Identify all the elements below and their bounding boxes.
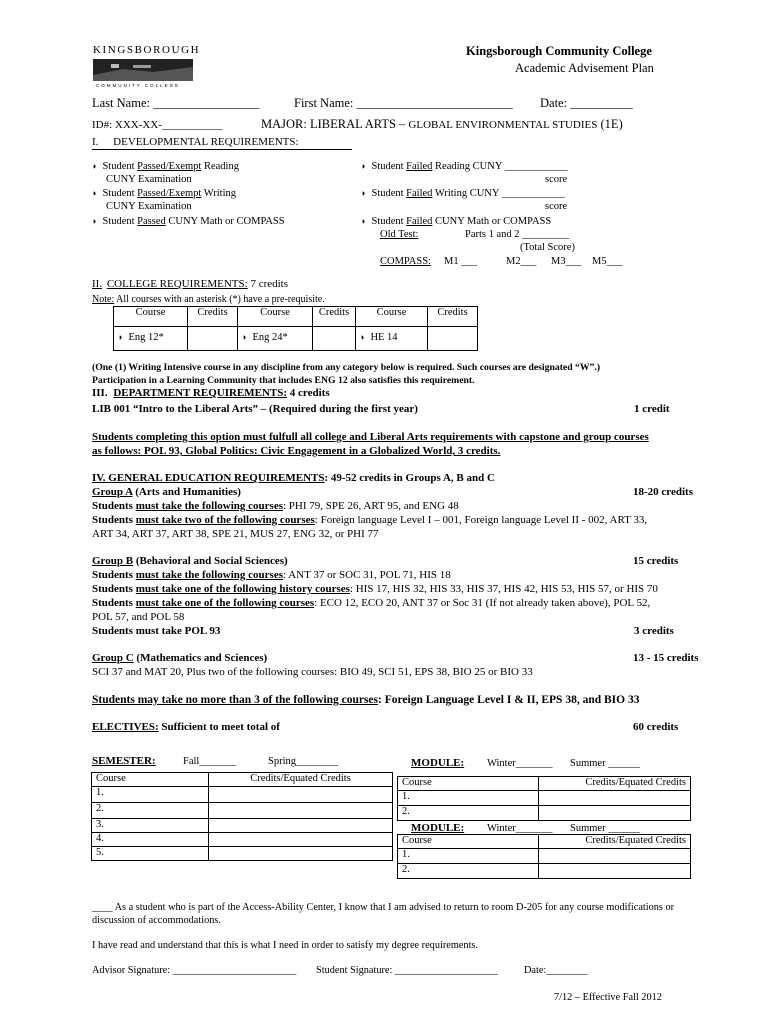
section-title: COLLEGE REQUIREMENTS: (106, 278, 248, 290)
group-a-heading: Group A (Arts and Humanities) (92, 486, 241, 498)
id-label: ID#: XXX-XX- (92, 119, 162, 131)
table-row[interactable]: 3. (92, 819, 209, 833)
module-winter-field[interactable]: Winter_______ (487, 823, 553, 834)
college-name: Kingsborough Community College (466, 44, 652, 58)
col-header-course: Course (356, 307, 428, 327)
effective-date: 7/12 – Effective Fall 2012 (554, 992, 662, 1003)
credits-cell[interactable] (539, 864, 691, 879)
section-college-heading (92, 278, 288, 291)
plan-title: Academic Advisement Plan (515, 61, 654, 75)
signature-date-field[interactable]: Date:________ (524, 965, 588, 976)
writing-intensive-note: (One (1) Writing Intensive course in any discipline from any category below is required. Such courses are designated “W”.) (92, 362, 601, 373)
major-concentration: GLOBAL ENVIRONMENTAL STUDIES (408, 119, 598, 131)
credits-cell[interactable] (209, 803, 393, 819)
credits-cell[interactable] (313, 327, 356, 351)
bullet-icon: ◗ (92, 161, 98, 171)
module-summer-field[interactable]: Summer ______ (570, 823, 640, 834)
compass-m1[interactable]: M1 ___ (444, 256, 477, 267)
module-table (397, 834, 691, 879)
id-blank[interactable]: ___________ (161, 119, 223, 131)
course-cell: ◗ Eng 12* (114, 327, 188, 351)
dev-left-item: ◗ Student Passed/Exempt Reading (92, 161, 239, 172)
college-req-table (113, 306, 478, 351)
colon: : (295, 136, 299, 148)
section-credits: 7 credits (247, 278, 289, 290)
col-header-credits: Credits (428, 307, 478, 327)
section-department-heading: III. DEPARTMENT REQUIREMENTS: 4 credits (92, 387, 330, 399)
logo-image (93, 59, 193, 81)
total-score-label: (Total Score) (520, 242, 575, 253)
compass-label: COMPASS: (380, 256, 431, 267)
col-header-credits: Credits (313, 307, 356, 327)
acknowledgement-statement: I have read and understand that this is what I need in order to satisfy my degree requirements. (92, 940, 479, 951)
table-row[interactable]: 2. (398, 864, 539, 879)
lib-requirement: LIB 001 “Intro to the Liberal Arts” – (Required during the first year) (92, 403, 418, 415)
credits-cell[interactable] (428, 327, 478, 351)
group-a-line3: ART 34, ART 37, ART 38, SPE 21, MUS 27, ENG 32, or PHI 77 (92, 528, 379, 540)
score-label: score (545, 201, 568, 212)
section-gened-heading: IV. GENERAL EDUCATION REQUIREMENTS: 49-52 credits in Groups A, B and C (92, 472, 495, 484)
semester-label: SEMESTER: (92, 755, 156, 767)
group-b-line2: Students must take one of the following history courses: HIS 17, HIS 32, HIS 33, HIS 37, HIS 42, HIS 53, HIS 57, or HIS 70 (92, 583, 658, 595)
group-b-heading: Group B (Behavioral and Social Sciences) (92, 555, 288, 567)
student-id (92, 119, 222, 132)
semester-spring-field[interactable]: Spring________ (268, 756, 339, 767)
dev-left-item: ◗ Student Passed CUNY Math or COMPASS (92, 216, 285, 227)
first-name-field[interactable]: First Name: _________________________ (294, 96, 513, 110)
parts-field[interactable]: Parts 1 and 2 _________ (465, 229, 570, 240)
table-row[interactable]: 2. (398, 806, 539, 821)
compass-m3[interactable]: M3___ (551, 256, 582, 267)
credits-cell[interactable] (539, 849, 691, 864)
col-header-course: Course (398, 777, 539, 791)
old-test-label: Old Test: (380, 229, 419, 240)
logo-subtitle: COMMUNITY COLLEGE (96, 83, 181, 88)
dev-left-item-line2: CUNY Examination (106, 201, 192, 212)
access-ability-statement-line1: ____ As a student who is part of the Access-Ability Center, I know that I am advised to return to room D-205 for any course modifications or (92, 902, 675, 913)
compass-m2[interactable]: M2___ (506, 256, 537, 267)
logo-wordmark: KINGSBOROUGH (93, 44, 201, 56)
dev-right-item: ◗ Student Failed Reading CUNY ____________ (361, 161, 568, 172)
table-row[interactable]: 1. (398, 791, 539, 806)
group-b-line4: POL 57, and POL 58 (92, 611, 185, 623)
col-header-course: Course (92, 773, 209, 787)
credits-cell[interactable] (209, 819, 393, 833)
group-a-credits: 18-20 credits (633, 486, 693, 498)
course-limit-note: Students may take no more than 3 of the following courses: Foreign Language Level I & II, EPS 38, and BIO 33 (92, 694, 640, 706)
semester-table (91, 772, 393, 861)
prereq-note: Note: All courses with an asterisk (*) have a pre-requisite. (92, 294, 325, 305)
group-b-line3: Students must take one of the following courses: ECO 12, ECO 20, ANT 37 or Soc 31 (If not already taken above), POL 52, (92, 597, 651, 609)
section-rule (92, 149, 352, 150)
credits-cell[interactable] (188, 327, 238, 351)
lib-credit: 1 credit (634, 403, 670, 415)
col-header-course: Course (114, 307, 188, 327)
table-row[interactable]: 4. (92, 833, 209, 847)
bullet-icon: ◗ (361, 216, 367, 226)
access-ability-statement-line2: discussion of accommodations. (92, 915, 221, 926)
section-developmental-heading (92, 136, 299, 149)
student-signature-field[interactable]: Student Signature: ____________________ (316, 965, 498, 976)
group-b-line5-credits: 3 credits (634, 625, 674, 637)
bullet-icon: ◗ (118, 332, 124, 342)
module-label: MODULE: (411, 757, 465, 769)
col-header-course: Course (398, 835, 539, 849)
table-row[interactable]: 5. (92, 847, 209, 861)
module-label: MODULE: (411, 822, 465, 834)
table-row[interactable]: 1. (398, 849, 539, 864)
module-table (397, 776, 691, 821)
capstone-line1: Students completing this option must fulfull all college and Liberal Arts requirements with capstone and group courses (92, 431, 649, 443)
college-logo (93, 44, 200, 56)
group-b-credits: 15 credits (633, 555, 679, 567)
credits-cell[interactable] (539, 791, 691, 806)
credits-cell[interactable] (209, 787, 393, 803)
dev-left-item-line2: CUNY Examination (106, 174, 192, 185)
course-cell: ◗ Eng 24* (238, 327, 313, 351)
semester-fall-field[interactable]: Fall_______ (183, 756, 237, 767)
section-title: DEVELOPMENTAL REQUIREMENTS (113, 136, 296, 148)
col-header-credits: Credits/Equated Credits (209, 773, 393, 787)
group-c-line1: SCI 37 and MAT 20, Plus two of the following courses: BIO 49, SCI 51, EPS 38, BIO 25 or BIO 33 (92, 666, 533, 678)
advisor-signature-field[interactable]: Advisor Signature: ________________________ (92, 965, 297, 976)
bullet-icon: ◗ (92, 188, 98, 198)
dev-left-item: ◗ Student Passed/Exempt Writing (92, 188, 237, 199)
course-cell: ◗ HE 14 (356, 327, 428, 351)
table-row[interactable]: 1. (92, 787, 209, 803)
group-a-line2: Students must take two of the following courses: Foreign language Level I – 001, Foreign language Level II - 002, ART 33, (92, 514, 648, 526)
credits-cell[interactable] (209, 847, 393, 861)
major-code: (1E) (597, 117, 623, 131)
date-field[interactable]: Date: __________ (540, 96, 633, 110)
col-header-course: Course (238, 307, 313, 327)
major-line (261, 117, 623, 133)
learning-community-note: Participation in a Learning Community that includes ENG 12 also satisfies this requirement. (92, 375, 475, 386)
dev-right-item: ◗ Student Failed Writing CUNY ____________ (361, 188, 565, 199)
score-label: score (545, 174, 568, 185)
bullet-icon: ◗ (361, 188, 367, 198)
credits-cell[interactable] (209, 833, 393, 847)
group-b-line5: Students must take POL 93 (92, 625, 221, 637)
bullet-icon: ◗ (361, 161, 367, 171)
electives-credits: 60 credits (633, 721, 679, 733)
module-winter-field[interactable]: Winter_______ (487, 758, 553, 769)
group-c-credits: 13 - 15 credits (633, 652, 699, 664)
group-a-line1: Students must take the following courses: PHI 79, SPE 26, ART 95, and ENG 48 (92, 500, 459, 512)
compass-m5[interactable]: M5___ (592, 256, 623, 267)
col-header-credits: Credits/Equated Credits (539, 835, 691, 849)
bullet-icon: ◗ (360, 332, 366, 342)
section-number: I. (92, 136, 99, 148)
table-row[interactable]: 2. (92, 803, 209, 819)
group-c-heading: Group C (Mathematics and Sciences) (92, 652, 268, 664)
bullet-icon: ◗ (242, 332, 248, 342)
col-header-credits: Credits/Equated Credits (539, 777, 691, 791)
bullet-icon: ◗ (92, 216, 98, 226)
group-b-line1: Students must take the following courses: ANT 37 or SOC 31, POL 71, HIS 18 (92, 569, 451, 581)
last-name-field[interactable]: Last Name: _________________ (92, 96, 260, 110)
major-label: MAJOR: LIBERAL ARTS – (261, 117, 409, 131)
module-summer-field[interactable]: Summer ______ (570, 758, 640, 769)
electives-line: ELECTIVES: Sufficient to meet total of (92, 721, 280, 733)
section-number: II. (92, 278, 103, 290)
credits-cell[interactable] (539, 806, 691, 821)
dev-right-item: ◗ Student Failed CUNY Math or COMPASS (361, 216, 552, 227)
col-header-credits: Credits (188, 307, 238, 327)
capstone-line2: as follows: POL 93, Global Politics: Civic Engagement in a Globalized World, 3 credits. (92, 445, 501, 457)
